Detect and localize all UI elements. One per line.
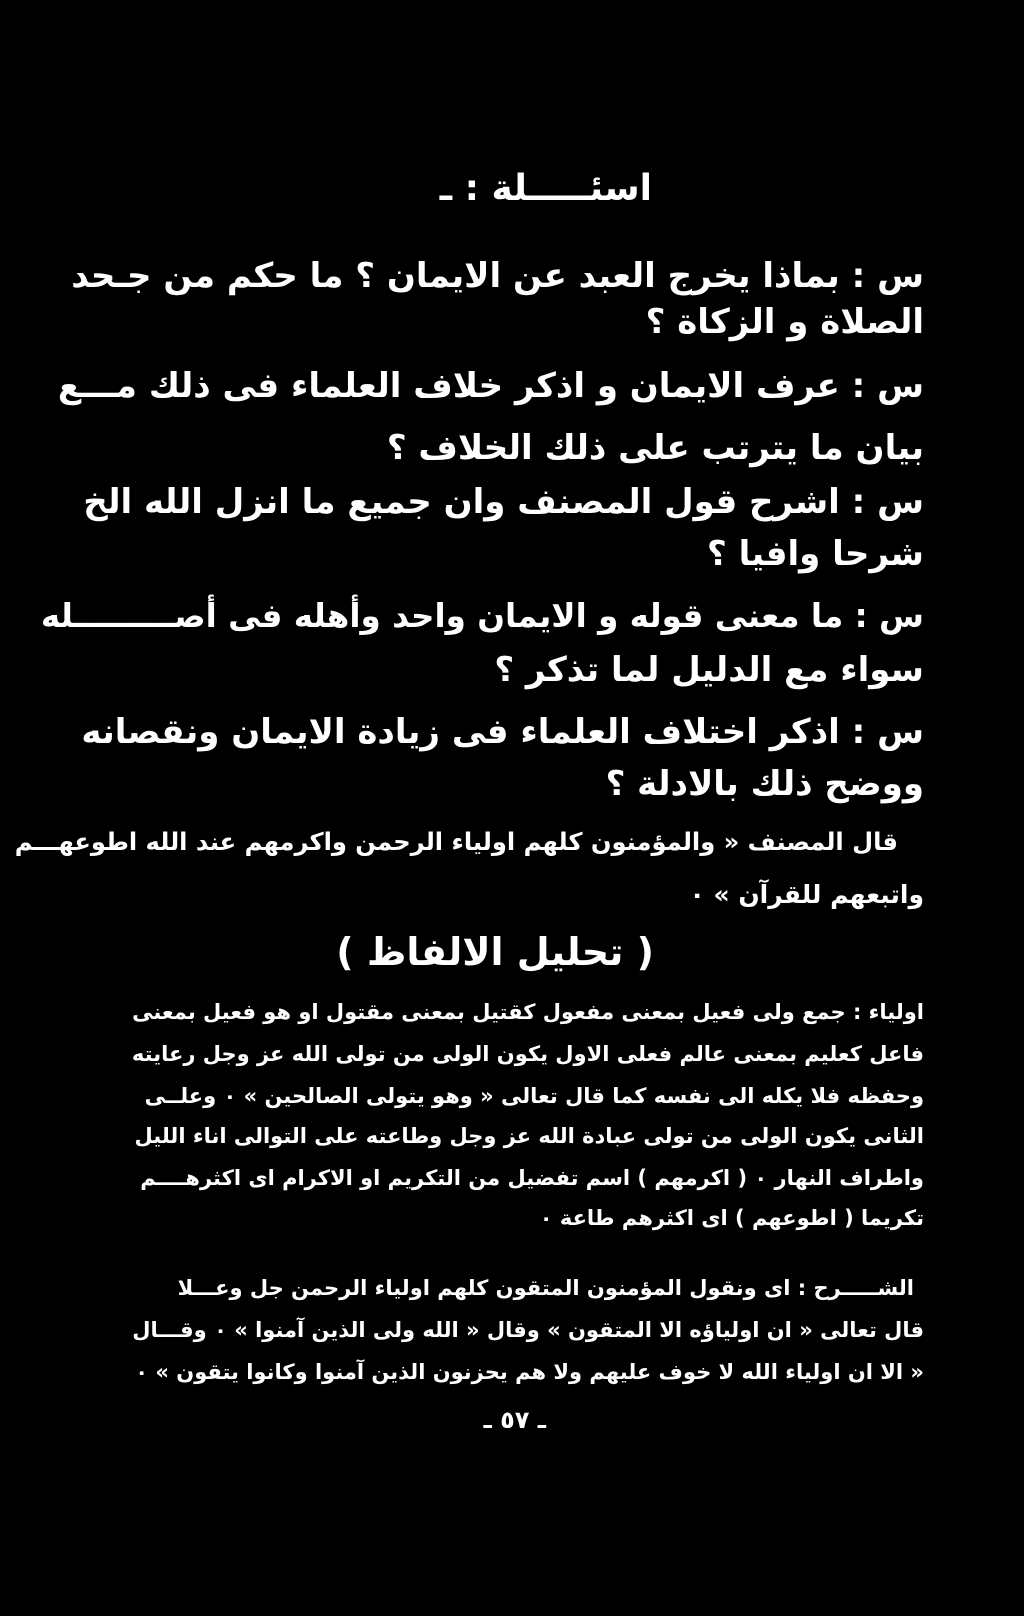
question-4-line-2: سواء مع الدليل لما تذكر ؟ [494,650,924,690]
question-4-line-1: س : ما معنى قوله و الايمان واحد وأهله فى أصـــــــــله [40,597,924,635]
quote-line-2: واتبعهم للقرآن » ٠ [689,880,924,909]
page-number: ـ ٥٧ ـ [483,1406,546,1434]
quote-line-1: قال المصنف « والمؤمنون كلهم اولياء الرحمن واكرمهم عند الله اطوعهـــم [14,828,898,856]
analysis-line: فاعل كعليم بمعنى عالم فعلى الاول يكون الولى من تولى الله عز وجل رعايته [131,1042,924,1066]
commentary-line: قال تعالى « ان اولياؤه الا المتقون » وقال « الله ولى الذين آمنوا » ٠ وقـــال [132,1318,924,1342]
commentary-line: « الا ان اولياء الله لا خوف عليهم ولا هم يحزنون الذين آمنوا وكانوا يتقون » ٠ [135,1360,924,1384]
analysis-heading: ( تحليل الالفاظ ) [336,930,654,974]
question-5-line-1: س : اذكر اختلاف العلماء فى زيادة الايمان ونقصانه [81,712,924,752]
question-2-line-1: س : عرف الايمان و اذكر خلاف العلماء فى ذلك مـــع [57,366,924,406]
question-1-line-1: س : بماذا يخرج العبد عن الايمان ؟ ما حكم من جـحد [71,256,924,296]
analysis-line: الثانى يكون الولى من تولى عبادة الله عز وجل وطاعته على التوالى اناء الليل [134,1124,924,1148]
question-3-line-2: شرحا وافيا ؟ [707,534,924,574]
section-heading: اسئـــــلة : ـ [439,168,652,209]
analysis-line: واطراف النهار ٠ ( اكرمهم ) اسم تفضيل من التكريم او الاكرام اى اكثرهــــم [140,1166,924,1190]
question-2-line-2: بيان ما يترتب على ذلك الخلاف ؟ [386,428,924,468]
commentary-line: الشـــــرح : اى ونقول المؤمنون المتقون كلهم اولياء الرحمن جل وعـــلا [177,1276,914,1300]
analysis-line: تكريما ( اطوعهم ) اى اكثرهم طاعة ٠ [539,1206,924,1230]
analysis-line: اولياء : جمع ولى فعيل بمعنى مفعول كقتيل بمعنى مقتول او هو فعيل بمعنى [132,1000,924,1024]
question-1-line-2: الصلاة و الزكاة ؟ [645,302,924,342]
question-5-line-2: ووضح ذلك بالادلة ؟ [605,764,924,804]
analysis-line: وحفظه فلا يكله الى نفسه كما قال تعالى « وهو يتولى الصالحين » ٠ وعلــى [144,1084,924,1108]
question-3-line-1: س : اشرح قول المصنف وان جميع ما انزل الله الخ [83,482,924,522]
